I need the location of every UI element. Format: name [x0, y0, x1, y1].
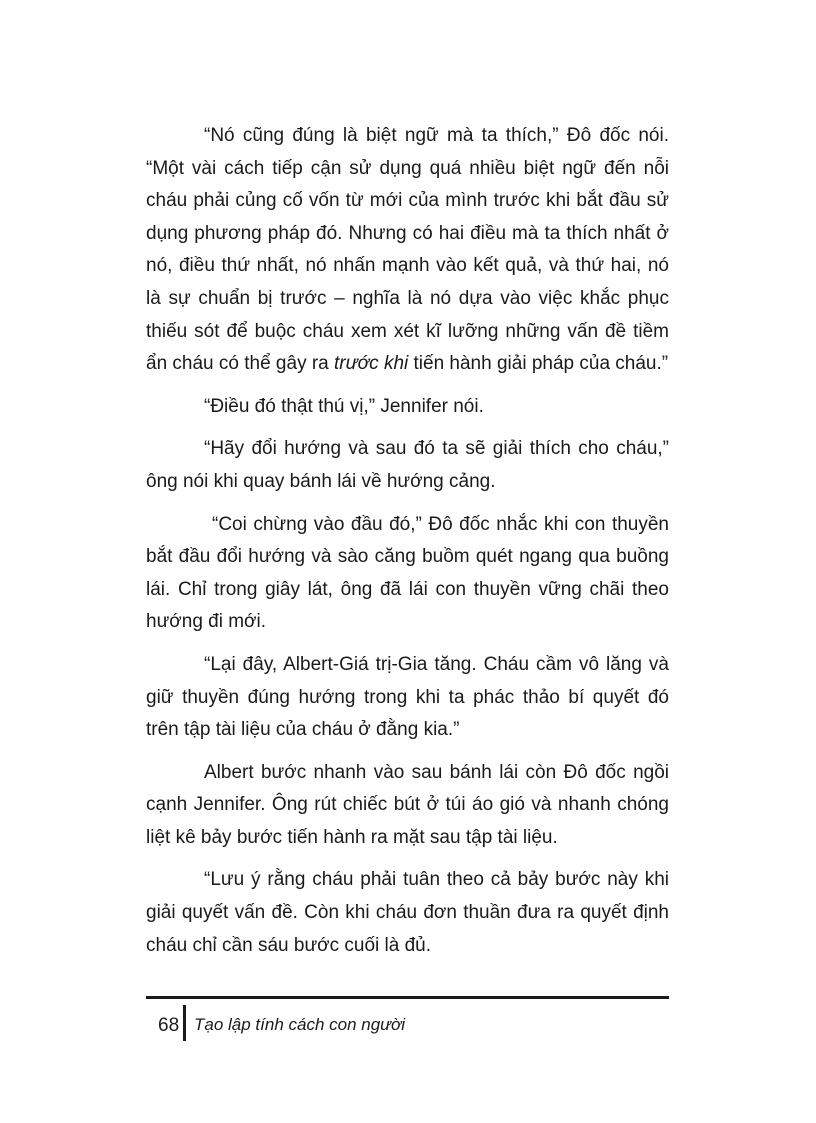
- paragraph-1-text-after: tiến hành giải pháp của cháu.”: [413, 353, 669, 375]
- paragraph-1-emphasis: trước khi: [334, 353, 409, 375]
- body-text: [146, 120, 669, 962]
- footer-divider: [183, 1005, 186, 1041]
- paragraph-2: “Điều đó thật thú vị,” Jennifer nói.: [204, 395, 484, 417]
- paragraph-4: “Coi chừng vào đầu đó,” Đô đốc nhắc khi con thuyền bắt đầu đổi hướng và sào căng buồm quét ngang qua buồng lái. Chỉ trong giây lát, ông đã lái con thuyền vững chãi theo hướng đi mới.: [146, 513, 669, 633]
- footer-rule: [146, 996, 669, 999]
- page-number: 68: [158, 1015, 180, 1036]
- paragraph-3: “Hãy đổi hướng và sau đó ta sẽ giải thích cho cháu,” ông nói khi quay bánh lái về hướng cảng.: [146, 438, 669, 492]
- paragraph-1: [146, 120, 669, 381]
- paragraph-7: “Lưu ý rằng cháu phải tuân theo cả bảy bước này khi giải quyết vấn đề. Còn khi cháu đơn thuần đưa ra quyết định cháu chỉ cần sáu bước cuối là đủ.: [146, 869, 669, 956]
- paragraph-6: Albert bước nhanh vào sau bánh lái còn Đô đốc ngồi cạnh Jennifer. Ông rút chiếc bút ở túi áo gió và nhanh chóng liệt kê bảy bước tiến hành ra mặt sau tập tài liệu.: [146, 761, 669, 848]
- running-title: Tạo lập tính cách con người: [194, 1015, 406, 1034]
- paragraph-1-text-before: “Nó cũng đúng là biệt ngữ mà ta thích,” Đô đốc nói. “Một vài cách tiếp cận sử dụng quá nhiều biệt ngữ đến nỗi cháu phải củng cố vốn từ mới của mình trước khi bắt đầu sử dụng phương pháp đó. Nhưng có hai điều mà ta thích nhất ở nó, điều thứ nhất, nó nhấn mạnh vào kết quả, và thứ hai, nó là sự chuẩn bị trước – nghĩa là nó dựa vào việc khắc phục thiếu sót để buộc cháu xem xét kĩ lưỡng những vấn đề tiềm ẩn cháu có thể gây ra: [146, 125, 669, 375]
- paragraph-5: “Lại đây, Albert-Giá trị-Gia tăng. Cháu cầm vô lăng và giữ thuyền đúng hướng trong khi ta phác thảo bí quyết đó trên tập tài liệu của cháu ở đằng kia.”: [146, 653, 669, 741]
